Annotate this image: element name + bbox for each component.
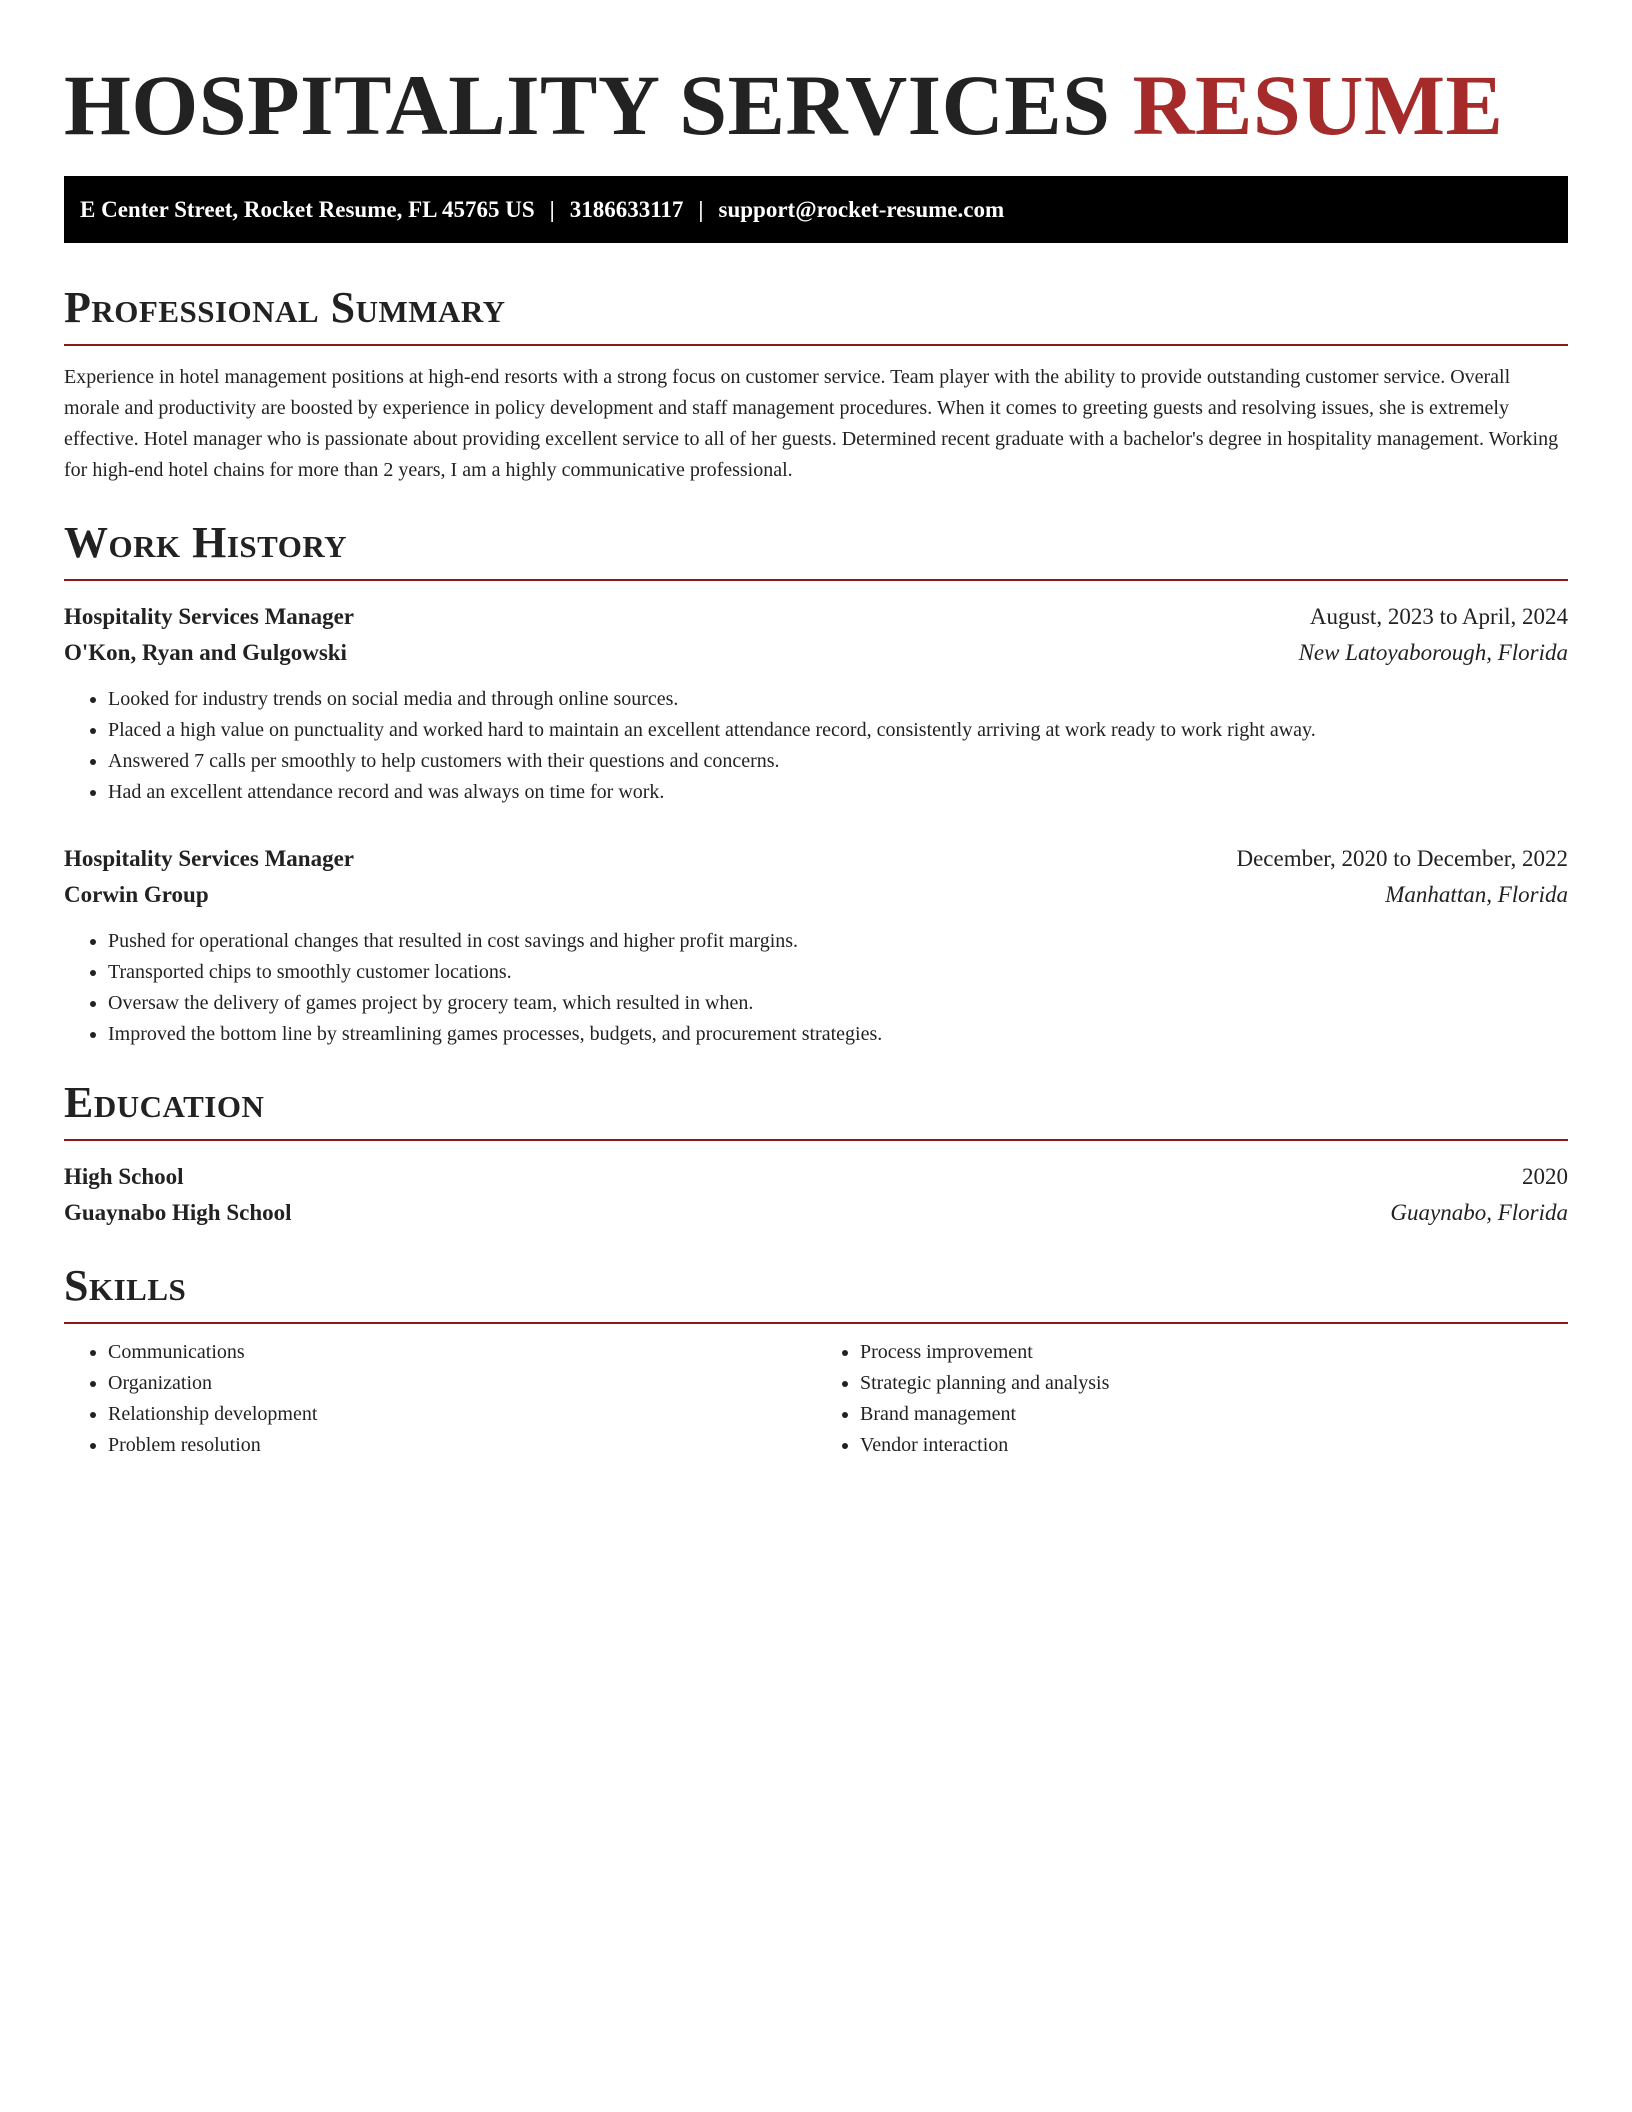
skills-grid: [64, 1337, 1568, 1461]
job-company-row: [64, 877, 1568, 913]
title-main: HOSPITALITY SERVICES: [64, 57, 1111, 153]
job-bullet: • Placed a high value on punctuality and worked hard to maintain an excellent attendance record, consistently arriving at work ready to work right away.: [108, 715, 1568, 746]
skill-item: • Communications: [108, 1337, 816, 1368]
skill-item: • Vendor interaction: [860, 1430, 1568, 1461]
skill-item: • Relationship development: [108, 1399, 816, 1430]
education-year: 2020: [1522, 1164, 1568, 1189]
contact-phone: 3186633117: [569, 196, 684, 222]
summary-text: Experience in hotel management positions at high-end resorts with a strong focus on customer service. Team player with the ability to provide outstanding customer service. Overall morale and productivity are boosted by experience in policy development and staff management procedures. When it comes to greeting guests and resolving issues, she is extremely effective. Hotel manager who is passionate about providing excellent service to all of her guests. Determined recent graduate with a bachelor's degree in hospitality management. Working for high-end hotel chains for more than 2 years, I am a highly communicative professional.: [64, 366, 1559, 481]
contact-email: support@rocket-resume.com: [718, 196, 1005, 222]
skills-list-left: [64, 1337, 816, 1461]
education-degree-row: [64, 1159, 1568, 1195]
job-title-row: [64, 599, 1568, 635]
job-dates: December, 2020 to December, 2022: [1236, 846, 1568, 871]
job-bullet: • Pushed for operational changes that resulted in cost savings and higher profit margins.: [108, 926, 1568, 957]
job-bullet: • Had an excellent attendance record and was always on time for work.: [108, 777, 1568, 808]
job-title-row: [64, 841, 1568, 877]
job-bullet: • Transported chips to smoothly customer locations.: [108, 957, 1568, 988]
job-company: O'Kon, Ryan and Gulgowski: [64, 640, 347, 665]
contact-separator: |: [698, 196, 704, 222]
skill-item: • Process improvement: [860, 1337, 1568, 1368]
job-title: Hospitality Services Manager: [64, 604, 355, 629]
skill-item: • Strategic planning and analysis: [860, 1368, 1568, 1399]
job-bullet: • Oversaw the delivery of games project by grocery team, which resulted in when.: [108, 988, 1568, 1019]
skills-list-right: [816, 1337, 1568, 1461]
job-bullet: • Improved the bottom line by streamlining games processes, budgets, and procurement strategies.: [108, 1019, 1568, 1050]
education-degree: High School: [64, 1164, 184, 1189]
education-location: Guaynabo, Florida: [1390, 1200, 1568, 1225]
contact-separator: |: [549, 196, 555, 222]
education-school: Guaynabo High School: [64, 1200, 292, 1225]
contact-address: E Center Street, Rocket Resume, FL 45765 US: [80, 196, 535, 222]
job-bullet: • Looked for industry trends on social media and through online sources.: [108, 684, 1568, 715]
job-bullet: • Answered 7 calls per smoothly to help customers with their questions and concerns.: [108, 746, 1568, 777]
job-title: Hospitality Services Manager: [64, 846, 355, 871]
title-accent: RESUME: [1132, 57, 1504, 153]
education-heading: Education: [64, 1075, 1568, 1141]
education-school-row: [64, 1195, 1568, 1231]
job-dates: August, 2023 to April, 2024: [1309, 604, 1568, 629]
summary-heading: Professional Summary: [64, 280, 1568, 346]
skill-item: • Problem resolution: [108, 1430, 816, 1461]
job-company-row: [64, 635, 1568, 671]
job-location: New Latoyaborough, Florida: [1298, 640, 1568, 665]
job-company: Corwin Group: [64, 882, 209, 907]
resume-title: [64, 55, 1568, 155]
job-bullets: [64, 684, 1568, 808]
skills-heading: Skills: [64, 1258, 1568, 1324]
skill-item: • Brand management: [860, 1399, 1568, 1430]
job-entry: [64, 841, 1568, 1050]
work-history-heading: Work History: [64, 515, 1568, 581]
education-entry: [64, 1159, 1568, 1231]
skill-item: • Organization: [108, 1368, 816, 1399]
job-bullets: [64, 926, 1568, 1050]
contact-bar: [64, 176, 1568, 243]
job-location: Manhattan, Florida: [1385, 882, 1568, 907]
job-entry: [64, 599, 1568, 808]
